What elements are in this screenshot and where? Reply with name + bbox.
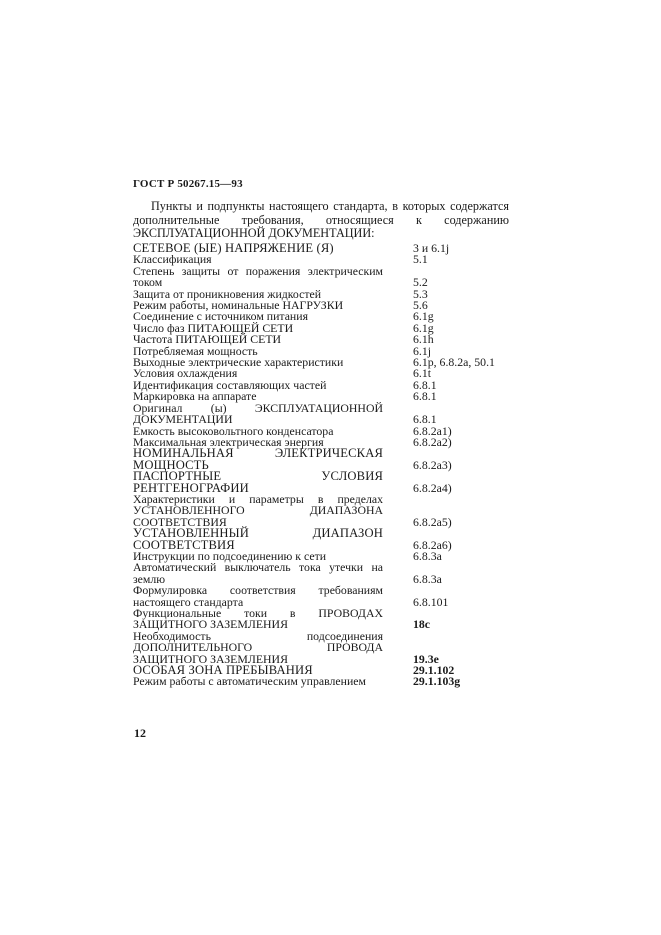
entry-term: Условия охлаждения <box>133 366 238 381</box>
entry-term: Число фаз ПИТАЮЩЕЙ СЕТИ <box>133 320 294 335</box>
entry-reference: 6.8.2a5) <box>413 514 452 529</box>
entry-term: ПАСПОРТНЫЕ УСЛОВИЯ РЕНТГЕНОГРАФИИ <box>133 469 383 495</box>
entry-reference: 5.3 <box>413 286 428 301</box>
list-item <box>133 676 513 687</box>
entry-term: Автоматический выключатель тока утечки на землю <box>133 560 383 586</box>
entry-term: Характеристики и параметры в пределах УСТАНОВЛЕННОГО ДИАПАЗОНА СООТВЕТСТВИЯ <box>133 491 383 529</box>
entry-term: Режим работы с автоматическим управлением <box>133 674 366 689</box>
entry-term: Инструкции по подсоединению к сети <box>133 548 327 563</box>
entry-term: Максимальная электрическая энергия <box>133 434 324 449</box>
entry-reference: 6.1р, 6.8.2a, 50.1 <box>413 355 495 370</box>
entry-reference: 29.1.103g <box>413 674 461 689</box>
entry-term: Степень защиты от поражения электрическим током <box>133 263 383 290</box>
entry-term: Соединение с источником питания <box>133 309 308 324</box>
entry-reference: 6.1g <box>413 309 434 324</box>
entry-reference: 6.1h <box>413 332 434 347</box>
entry-reference: 5.1 <box>413 252 428 267</box>
entry-reference: 6.8.2a4) <box>413 480 452 495</box>
entry-reference: 6.8.1 <box>413 412 437 427</box>
list-item <box>133 263 513 290</box>
entry-reference: 6.8.3a <box>413 548 442 563</box>
entry-term: Частота ПИТАЮЩЕЙ СЕТИ <box>133 332 282 347</box>
entry-term: Классификация <box>133 252 212 267</box>
page-number: 12 <box>134 726 146 740</box>
list-item <box>133 608 513 631</box>
list-item <box>133 585 513 608</box>
entry-reference: 19.3e <box>413 651 439 666</box>
entry-term: СЕТЕВОЕ (ЫЕ) НАПРЯЖЕНИЕ (Я) <box>133 241 334 255</box>
entry-term: Функциональные токи в ПРОВОДАХ ЗАЩИТНОГО ЗАЗЕМЛЕНИЯ <box>133 606 383 632</box>
entry-term: Оригинал (ы) ЭКСПЛУАТАЦИОННОЙ ДОКУМЕНТАЦИИ <box>133 400 383 427</box>
entry-reference: 6.1g <box>413 320 434 335</box>
entry-term: Защита от проникновения жидкостей <box>133 286 322 301</box>
list-item <box>133 491 513 529</box>
entry-reference: 6.8.1 <box>413 377 437 392</box>
entry-term: Маркировка на аппарате <box>133 389 257 404</box>
entry-reference: 6.1j <box>413 343 432 358</box>
list-item <box>133 528 513 551</box>
entry-term: УСТАНОВЛЕННЫЙ ДИАПАЗОН СООТВЕТСТВИЯ <box>133 526 383 552</box>
entry-term: Необходимость подсоединения ДОПОЛНИТЕЛЬНОГО ПРОВОДА ЗАЩИТНОГО ЗАЗЕМЛЕНИЯ <box>133 628 383 666</box>
entry-reference: 6.8.3a <box>413 571 442 586</box>
entry-term: Выходные электрические характеристики <box>133 355 344 370</box>
entry-term: Идентификация составляющих частей <box>133 377 327 392</box>
entry-term: Режим работы, номинальные НАГРУЗКИ <box>133 298 344 313</box>
document-header: ГОСТ Р 50267.15—93 <box>133 178 243 190</box>
entry-reference: 6.8.2a2) <box>413 434 452 449</box>
list-item <box>133 471 513 494</box>
list-item <box>133 562 513 585</box>
intro-paragraph <box>133 200 509 241</box>
entry-reference: 29.1.102 <box>413 663 455 678</box>
entry-term: Емкость высоковольтного конденсатора <box>133 423 334 438</box>
entry-reference: 6.8.1 <box>413 389 437 404</box>
entry-reference: 18c <box>413 617 431 632</box>
entry-term: ОСОБАЯ ЗОНА ПРЕБЫВАНИЯ <box>133 663 313 678</box>
entry-reference: 5.2 <box>413 275 428 290</box>
list-item <box>133 628 513 666</box>
entry-reference: 6.8.101 <box>413 594 449 609</box>
list-item <box>133 400 513 427</box>
entry-reference: 5.6 <box>413 298 428 313</box>
entry-term: Формулировка соответствия требованиям настоящего стандарта <box>133 583 383 609</box>
intro-text: Пункты и подпункты настоящего стандарта, в которых содержатся дополнительные требования, относящиеся к содержанию ЭКСПЛУАТАЦИОННОЙ ДОКУМЕНТАЦИИ: <box>133 199 509 241</box>
list-item <box>133 448 513 471</box>
entry-list <box>133 243 513 688</box>
entry-reference: 6.1t <box>413 366 432 381</box>
entry-reference: 6.8.2a3) <box>413 457 452 472</box>
entry-reference: 6.8.2a1) <box>413 423 452 438</box>
entry-reference: 3 и 6.1j <box>413 241 450 255</box>
entry-reference: 6.8.2a6) <box>413 537 452 552</box>
entry-term: НОМИНАЛЬНАЯ ЭЛЕКТРИЧЕСКАЯ МОЩНОСТЬ <box>133 446 383 472</box>
entry-term: Потребляемая мощность <box>133 343 258 358</box>
